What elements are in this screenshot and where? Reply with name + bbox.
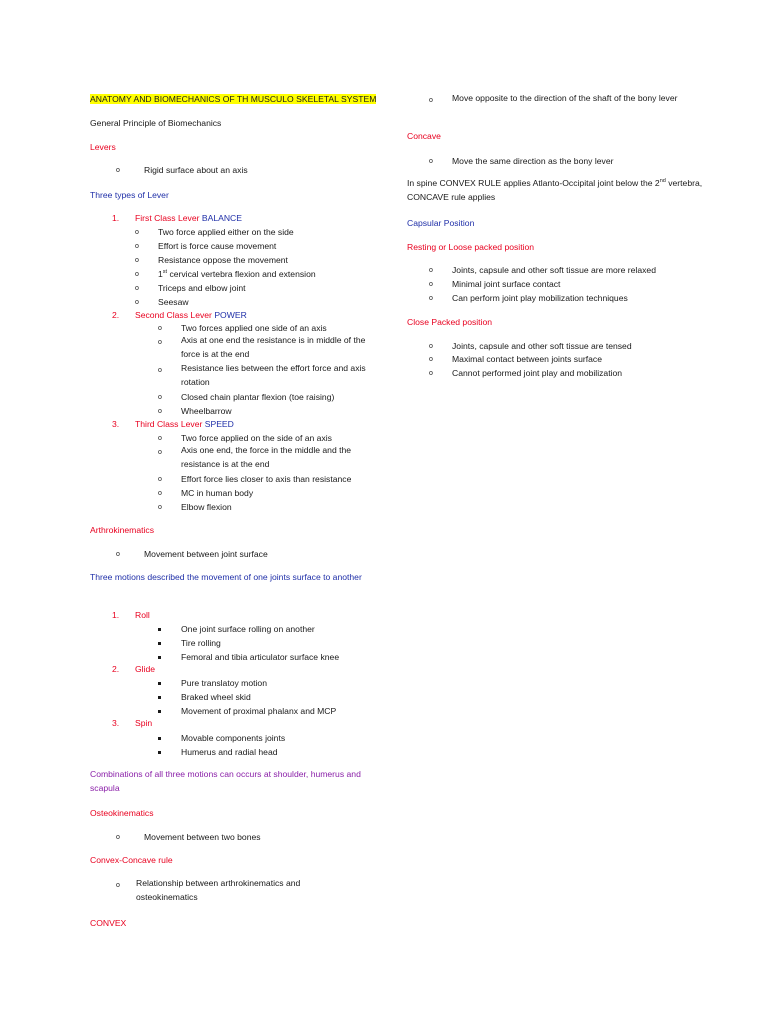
lever3-heading — [135, 419, 234, 430]
square-bullet-icon — [158, 751, 161, 754]
number-1: 1. — [112, 610, 120, 620]
list-item: Closed chain plantar flexion (toe raising) — [181, 392, 335, 402]
heading-concave: Concave — [407, 131, 441, 141]
bullet-icon: o — [429, 370, 433, 377]
bullet-icon: o — [429, 267, 433, 274]
bullet-icon: o — [158, 504, 162, 511]
list-item: Two force applied on the side of an axis — [181, 433, 332, 443]
heading-resting-position: Resting or Loose packed position — [407, 242, 535, 252]
list-item: Rigid surface about an axis — [144, 165, 248, 175]
bullet-icon: o — [116, 834, 120, 841]
bullet-icon: o — [429, 158, 433, 165]
bullet-icon: o — [116, 551, 120, 558]
bullet-icon: o — [429, 343, 433, 350]
bullet-icon: o — [135, 271, 139, 278]
square-bullet-icon — [158, 628, 161, 631]
bullet-icon: o — [135, 257, 139, 264]
lever2-label: Second Class Lever — [135, 310, 212, 320]
glide-label: Glide — [135, 664, 156, 674]
ordinal-number: 1 — [158, 269, 163, 279]
bullet-icon: o — [429, 281, 433, 288]
bullet-icon: o — [158, 408, 162, 415]
number-2: 2. — [112, 310, 120, 320]
bullet-icon: o — [158, 476, 162, 483]
document-title — [90, 94, 376, 105]
square-bullet-icon — [158, 696, 161, 699]
heading-levers: Levers — [90, 142, 116, 152]
lever3-label: Third Class Lever — [135, 419, 203, 429]
heading-three-motions: Three motions described the movement of one joints surface to another — [90, 572, 362, 582]
list-item: Effort force lies closer to axis than resistance — [181, 474, 352, 484]
spine-text-cont: vertebra, CONCAVE rule applies — [407, 178, 703, 202]
bullet-icon: o — [158, 435, 162, 442]
bullet-icon: o — [135, 243, 139, 250]
bullet-icon: o — [135, 229, 139, 236]
lever2-heading — [135, 310, 247, 321]
bullet-icon: o — [135, 285, 139, 292]
square-bullet-icon — [158, 682, 161, 685]
bullet-icon: o — [116, 167, 120, 174]
bullet-icon: o — [158, 490, 162, 497]
ordinal-suffix: st — [162, 269, 168, 276]
spine-text: In spine CONVEX RULE applies Atlanto-Occipital joint below the 2 — [407, 178, 660, 188]
number-3: 3. — [112, 718, 120, 728]
lever2-tag: POWER — [214, 310, 247, 320]
list-item: Humerus and radial head — [181, 747, 278, 757]
list-item: Pure translatoy motion — [181, 678, 267, 688]
bullet-icon: o — [158, 367, 162, 374]
heading-convex-concave-rule: Convex-Concave rule — [90, 855, 173, 865]
lever3-tag: SPEED — [204, 419, 234, 429]
item-text: cervical vertebra flexion and extension — [167, 269, 316, 279]
lever1-heading — [135, 213, 242, 224]
number-3: 3. — [112, 419, 120, 429]
list-item: Can perform joint play mobilization techniques — [452, 293, 628, 303]
list-item: Relationship between arthrokinematics and osteokinematics — [136, 878, 301, 902]
bullet-icon: o — [158, 339, 162, 346]
bullet-icon: o — [158, 325, 162, 332]
list-item: Femoral and tibia articulator surface knee — [181, 652, 340, 662]
list-item: Movement of proximal phalanx and MCP — [181, 706, 337, 716]
heading-three-types: Three types of Lever — [90, 190, 169, 200]
square-bullet-icon — [158, 642, 161, 645]
list-item: Tire rolling — [181, 638, 221, 648]
combinations-note: Combinations of all three motions can occurs at shoulder, humerus and scapula — [90, 769, 361, 793]
list-item: Triceps and elbow joint — [158, 283, 246, 293]
square-bullet-icon — [158, 656, 161, 659]
spin-label: Spin — [135, 718, 153, 728]
bullet-icon: o — [135, 299, 139, 306]
list-item: Movable components joints — [181, 733, 286, 743]
spine-rule-note — [407, 177, 707, 204]
heading-convex: CONVEX — [90, 918, 127, 928]
list-item: Resistance oppose the movement — [158, 255, 288, 265]
square-bullet-icon — [158, 710, 161, 713]
roll-label: Roll — [135, 610, 150, 620]
list-item: Move opposite to the direction of the shaft of the bony lever — [452, 93, 678, 103]
list-item: Movement between two bones — [144, 832, 261, 842]
list-item: Axis at one end the resistance is in middle of the force is at the end — [181, 335, 366, 359]
bullet-icon: o — [158, 449, 162, 456]
list-item: Cannot performed joint play and mobilization — [452, 368, 623, 378]
list-item: Minimal joint surface contact — [452, 279, 561, 289]
bullet-icon: o — [429, 97, 433, 104]
list-item: One joint surface rolling on another — [181, 624, 315, 634]
section-general-principle: General Principle of Biomechanics — [90, 118, 222, 128]
list-item: Joints, capsule and other soft tissue are more relaxed — [452, 265, 656, 275]
list-item — [158, 269, 316, 280]
heading-osteokinematics: Osteokinematics — [90, 808, 154, 818]
heading-capsular-position: Capsular Position — [407, 218, 475, 228]
ordinal-suffix: nd — [659, 178, 666, 185]
heading-close-packed-position: Close Packed position — [407, 317, 493, 327]
list-item: Braked wheel skid — [181, 692, 251, 702]
title-text: ANATOMY AND BIOMECHANICS OF TH MUSCULO SKELETAL SYSTEM — [90, 94, 377, 104]
heading-arthrokinematics: Arthrokinematics — [90, 525, 154, 535]
list-item: Resistance lies between the effort force and axis rotation — [181, 363, 366, 387]
bullet-icon: o — [158, 394, 162, 401]
list-item: Two force applied either on the side — [158, 227, 294, 237]
list-item: Wheelbarrow — [181, 406, 232, 416]
bullet-icon: o — [116, 882, 120, 889]
lever1-label: First Class Lever — [135, 213, 200, 223]
list-item: Axis one end, the force in the middle and the resistance is at the end — [181, 445, 352, 469]
list-item: Move the same direction as the bony lever — [452, 156, 614, 166]
list-item: Two forces applied one side of an axis — [181, 323, 327, 333]
list-item: Joints, capsule and other soft tissue are tensed — [452, 341, 632, 351]
list-item: Seesaw — [158, 297, 189, 307]
square-bullet-icon — [158, 737, 161, 740]
list-item: Effort is force cause movement — [158, 241, 277, 251]
list-item: MC in human body — [181, 488, 254, 498]
bullet-icon: o — [429, 356, 433, 363]
number-1: 1. — [112, 213, 120, 223]
bullet-icon: o — [429, 295, 433, 302]
number-2: 2. — [112, 664, 120, 674]
list-item: Elbow flexion — [181, 502, 232, 512]
list-item: Movement between joint surface — [144, 549, 268, 559]
list-item: Maximal contact between joints surface — [452, 354, 602, 364]
lever1-tag: BALANCE — [201, 213, 242, 223]
